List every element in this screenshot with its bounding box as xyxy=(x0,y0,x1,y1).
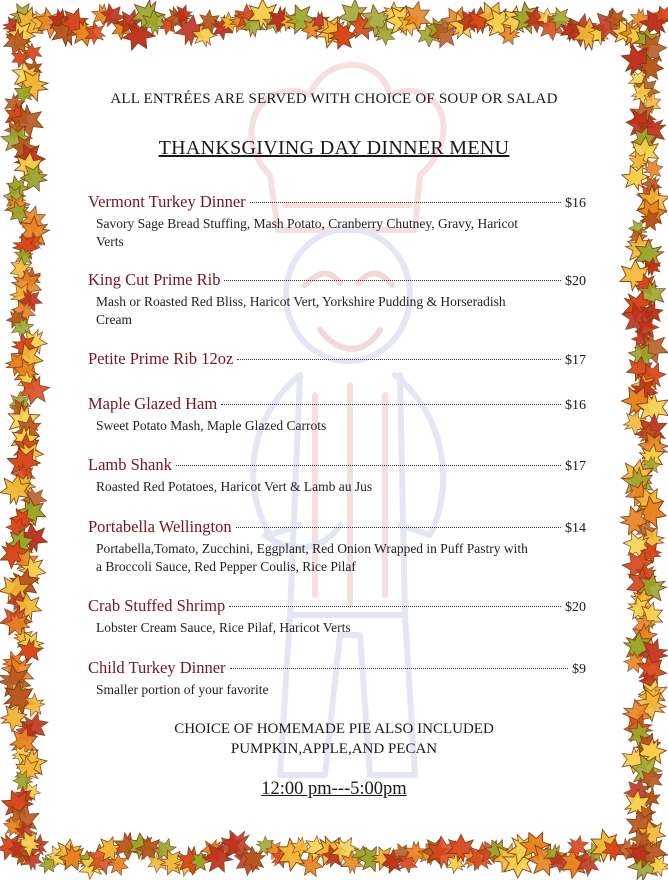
serving-hours xyxy=(0,779,668,800)
menu-item-portabella-wellington xyxy=(88,517,586,576)
pie-note-line1: CHOICE OF HOMEMADE PIE ALSO INCLUDED xyxy=(174,721,494,737)
item-price: $20 xyxy=(565,600,586,615)
menu-item-vermont-turkey xyxy=(88,192,586,251)
item-price: $9 xyxy=(572,662,586,677)
dot-leader xyxy=(221,404,561,405)
item-price: $14 xyxy=(565,521,586,536)
serving-hours-text: 12:00 pm---5:00pm xyxy=(261,779,407,799)
page-title: THANKSGIVING DAY DINNER MENU xyxy=(158,137,510,159)
item-price: $20 xyxy=(565,274,586,289)
item-price: $16 xyxy=(565,398,586,413)
item-name: Vermont Turkey Dinner xyxy=(88,192,246,211)
dot-leader xyxy=(176,465,561,466)
menu-item-king-cut-prime-rib xyxy=(88,270,586,329)
soup-salad-note: ALL ENTRÉES ARE SERVED WITH CHOICE OF SOUP OR SALAD xyxy=(110,91,558,107)
item-description: Mash or Roasted Red Bliss, Haricot Vert, Yorkshire Pudding & Horseradish Cream xyxy=(96,294,506,327)
item-name: Lamb Shank xyxy=(88,455,172,474)
item-description: Roasted Red Potatoes, Haricot Vert & Lamb au Jus xyxy=(96,479,373,494)
item-name: Petite Prime Rib 12oz xyxy=(88,349,234,368)
dot-leader xyxy=(236,527,561,528)
pie-note-line2: PUMPKIN,APPLE,AND PECAN xyxy=(230,741,438,757)
dot-leader xyxy=(229,606,561,607)
item-price: $16 xyxy=(565,196,586,211)
pie-note xyxy=(0,719,668,759)
menu-item-maple-glazed-ham xyxy=(88,394,586,435)
item-name: Child Turkey Dinner xyxy=(88,658,226,677)
item-name: Portabella Wellington xyxy=(88,517,232,536)
menu-item-child-turkey-dinner xyxy=(88,658,586,699)
item-description: Smaller portion of your favorite xyxy=(96,682,269,697)
dot-leader xyxy=(224,280,561,281)
dot-leader xyxy=(230,668,568,669)
item-description: Portabella,Tomato, Zucchini, Eggplant, Red Onion Wrapped in Puff Pastry with a Broccoli Sauce, Red Pepper Coulis, Rice Pilaf xyxy=(96,541,528,574)
item-name: Maple Glazed Ham xyxy=(88,394,218,413)
item-price: $17 xyxy=(565,353,586,368)
item-name: Crab Stuffed Shrimp xyxy=(88,596,226,615)
item-name: King Cut Prime Rib xyxy=(88,270,221,289)
item-description: Sweet Potato Mash, Maple Glazed Carrots xyxy=(96,418,327,433)
menu-item-lamb-shank xyxy=(88,455,586,496)
menu-item-petite-prime-rib xyxy=(88,349,586,369)
dot-leader xyxy=(250,202,561,203)
dot-leader xyxy=(237,359,561,360)
item-description: Lobster Cream Sauce, Rice Pilaf, Haricot Verts xyxy=(96,620,351,635)
menu-item-crab-stuffed-shrimp xyxy=(88,596,586,637)
item-description: Savory Sage Bread Stuffing, Mash Potato, Cranberry Chutney, Gravy, Haricot Verts xyxy=(96,216,519,249)
item-price: $17 xyxy=(565,459,586,474)
